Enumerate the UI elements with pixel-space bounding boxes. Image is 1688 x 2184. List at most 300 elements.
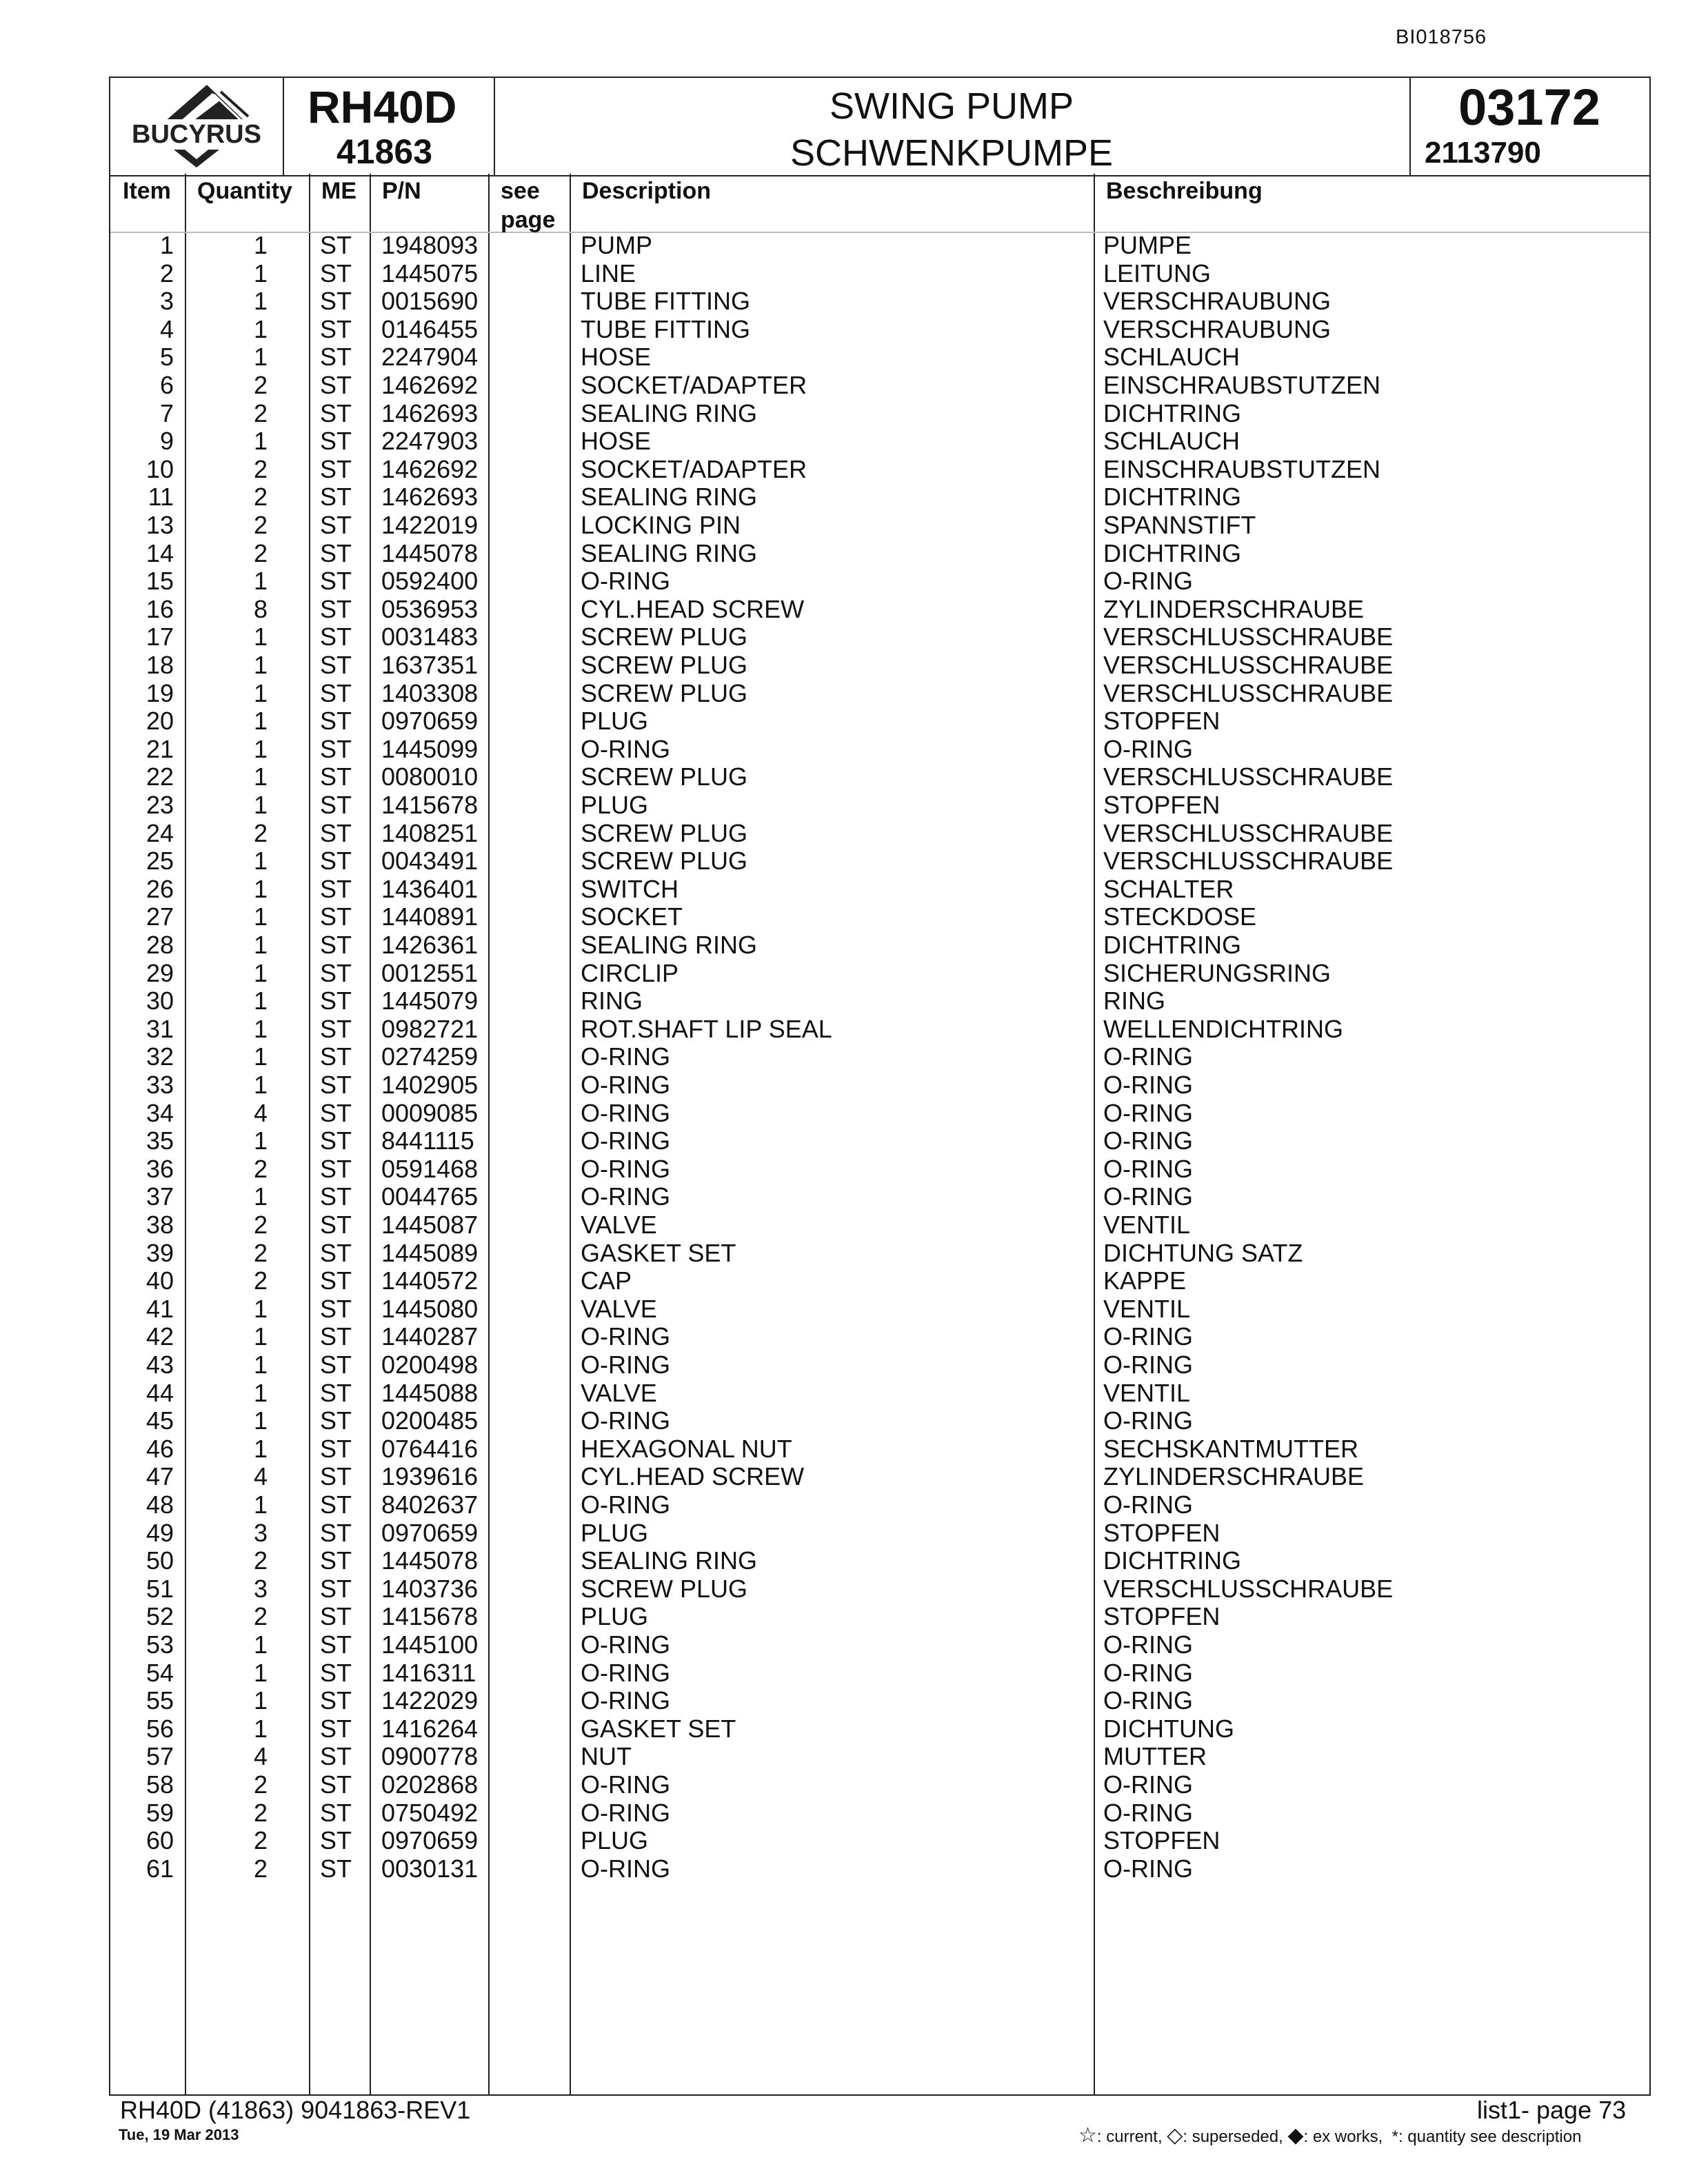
row-quantity: 2 <box>253 1602 268 1631</box>
row-part-number: 1408251 <box>381 818 479 847</box>
row-beschreibung: VERSCHLUSSCHRAUBE <box>1103 847 1394 876</box>
row-beschreibung: STECKDOSE <box>1103 902 1257 931</box>
row-description: CAP <box>581 1266 632 1295</box>
row-beschreibung: SCHALTER <box>1103 874 1234 903</box>
row-description: O-RING <box>581 1406 670 1435</box>
row-description: PLUG <box>581 1518 649 1547</box>
row-unit: ST <box>320 1266 352 1295</box>
row-unit: ST <box>320 1490 352 1519</box>
row-unit: ST <box>320 1462 352 1491</box>
row-beschreibung: O-RING <box>1103 1154 1193 1183</box>
row-unit: ST <box>320 1546 352 1575</box>
row-part-number: 0200485 <box>381 1406 479 1435</box>
row-quantity: 2 <box>253 371 268 399</box>
row-beschreibung: VENTIL <box>1103 1378 1191 1407</box>
row-quantity: 2 <box>253 398 268 427</box>
row-beschreibung: O-RING <box>1103 567 1193 596</box>
row-unit: ST <box>320 1658 352 1687</box>
row-part-number: 0591468 <box>381 1154 479 1183</box>
row-part-number: 1445078 <box>381 1546 479 1575</box>
row-unit: ST <box>320 1322 352 1351</box>
row-part-number: 1403736 <box>381 1574 479 1603</box>
row-description: O-RING <box>581 1042 670 1071</box>
row-description: TUBE FITTING <box>581 287 750 316</box>
table-row <box>110 456 1649 484</box>
row-unit: ST <box>320 818 352 847</box>
row-item: 7 <box>159 398 174 427</box>
row-beschreibung: VERSCHLUSSCHRAUBE <box>1103 623 1394 651</box>
row-quantity: 2 <box>253 538 268 567</box>
row-part-number: 0970659 <box>381 1826 479 1855</box>
row-item: 33 <box>145 1071 174 1099</box>
row-quantity: 2 <box>253 1238 268 1267</box>
row-item: 1 <box>159 231 174 259</box>
row-part-number: 0970659 <box>381 707 479 736</box>
row-beschreibung: O-RING <box>1103 1351 1193 1379</box>
table-row <box>110 1127 1649 1155</box>
row-item: 9 <box>159 427 174 456</box>
row-quantity: 1 <box>253 623 268 651</box>
row-unit: ST <box>320 1714 352 1743</box>
row-item: 29 <box>145 958 174 987</box>
row-quantity: 1 <box>253 1378 268 1407</box>
row-description: O-RING <box>581 1658 670 1687</box>
row-beschreibung: KAPPE <box>1103 1266 1187 1295</box>
title-english: SWING PUMP <box>829 85 1074 127</box>
row-unit: ST <box>320 734 352 763</box>
row-description: PLUG <box>581 1826 649 1855</box>
row-item: 56 <box>145 1714 174 1743</box>
row-description: TUBE FITTING <box>581 314 750 343</box>
row-beschreibung: O-RING <box>1103 1630 1193 1659</box>
row-item: 57 <box>145 1742 174 1771</box>
row-unit: ST <box>320 1630 352 1659</box>
table-row <box>110 260 1649 288</box>
table-row <box>110 483 1649 512</box>
row-quantity: 3 <box>253 1574 268 1603</box>
svg-text:BUCYRUS: BUCYRUS <box>132 120 261 149</box>
row-beschreibung: STOPFEN <box>1103 1826 1220 1855</box>
row-beschreibung: DICHTRING <box>1103 398 1241 427</box>
row-part-number: 0012551 <box>381 958 479 987</box>
row-beschreibung: O-RING <box>1103 1182 1193 1211</box>
row-description: SCREW PLUG <box>581 623 748 651</box>
row-item: 46 <box>145 1434 174 1463</box>
row-item: 37 <box>145 1182 174 1211</box>
table-row <box>110 1240 1649 1268</box>
row-description: O-RING <box>581 1322 670 1351</box>
table-row <box>110 1379 1649 1408</box>
row-beschreibung: O-RING <box>1103 1686 1193 1715</box>
row-unit: ST <box>320 398 352 427</box>
row-unit: ST <box>320 483 352 512</box>
row-unit: ST <box>320 1294 352 1323</box>
table-row <box>110 540 1649 568</box>
table-row <box>110 931 1649 960</box>
table-row <box>110 1547 1649 1575</box>
row-beschreibung: DICHTRING <box>1103 931 1241 959</box>
row-item: 45 <box>145 1406 174 1435</box>
row-part-number: 0146455 <box>381 314 479 343</box>
row-description: CYL.HEAD SCREW <box>581 1462 805 1491</box>
table-row <box>110 1435 1649 1464</box>
row-quantity: 1 <box>253 567 268 596</box>
row-unit: ST <box>320 594 352 623</box>
row-description: O-RING <box>581 1351 670 1379</box>
row-unit: ST <box>320 1742 352 1771</box>
row-item: 20 <box>145 707 174 736</box>
column-header-quantity: Quantity <box>197 178 292 204</box>
row-part-number: 2247904 <box>381 343 479 372</box>
row-description: PUMP <box>581 231 653 259</box>
row-quantity: 4 <box>253 1742 268 1771</box>
column-header-me: ME <box>321 178 356 204</box>
row-unit: ST <box>320 791 352 819</box>
row-quantity: 2 <box>253 454 268 483</box>
row-unit: ST <box>320 1126 352 1155</box>
row-part-number: 0982721 <box>381 1014 479 1043</box>
row-item: 11 <box>148 483 174 512</box>
row-item: 54 <box>145 1658 174 1687</box>
table-row <box>110 1603 1649 1631</box>
row-description: SCREW PLUG <box>581 651 748 679</box>
row-beschreibung: SPANNSTIFT <box>1103 511 1256 539</box>
row-beschreibung: DICHTUNG <box>1103 1714 1234 1743</box>
row-beschreibung: O-RING <box>1103 1770 1193 1799</box>
row-part-number: 0764416 <box>381 1434 479 1463</box>
row-unit: ST <box>320 314 352 343</box>
row-beschreibung: ZYLINDERSCHRAUBE <box>1103 1462 1365 1491</box>
brand-logo <box>110 78 283 175</box>
row-quantity: 1 <box>253 931 268 959</box>
row-unit: ST <box>320 1211 352 1239</box>
table-row <box>110 960 1649 988</box>
row-beschreibung: O-RING <box>1103 1098 1193 1127</box>
row-part-number: 1445078 <box>381 538 479 567</box>
row-beschreibung: EINSCHRAUBSTUTZEN <box>1103 371 1381 399</box>
row-description: O-RING <box>581 1630 670 1659</box>
table-row <box>110 763 1649 791</box>
row-description: SCREW PLUG <box>581 678 748 707</box>
row-item: 53 <box>145 1630 174 1659</box>
column-header-beschreibung: Beschreibung <box>1106 178 1263 204</box>
row-description: VALVE <box>581 1294 657 1323</box>
row-part-number: 0009085 <box>381 1098 479 1127</box>
row-description: CIRCLIP <box>581 958 679 987</box>
row-unit: ST <box>320 1434 352 1463</box>
row-item: 40 <box>145 1266 174 1295</box>
row-quantity: 1 <box>253 987 268 1015</box>
table-row <box>110 1519 1649 1548</box>
row-unit: ST <box>320 1351 352 1379</box>
row-unit: ST <box>320 343 352 372</box>
row-quantity: 1 <box>253 1126 268 1155</box>
row-unit: ST <box>320 454 352 483</box>
row-beschreibung: VERSCHRAUBUNG <box>1103 314 1332 343</box>
row-beschreibung: DICHTRING <box>1103 1546 1241 1575</box>
row-quantity: 2 <box>253 511 268 539</box>
row-description: SCREW PLUG <box>581 1574 748 1603</box>
table-row <box>110 343 1649 372</box>
parts-table <box>109 174 1651 2096</box>
row-quantity: 1 <box>253 791 268 819</box>
table-row <box>110 400 1649 428</box>
row-beschreibung: VERSCHRAUBUNG <box>1103 287 1332 316</box>
row-quantity: 1 <box>253 1714 268 1743</box>
row-quantity: 1 <box>253 1434 268 1463</box>
row-unit: ST <box>320 651 352 679</box>
row-part-number: 1445075 <box>381 259 479 287</box>
row-description: SEALING RING <box>581 538 758 567</box>
row-beschreibung: O-RING <box>1103 1798 1193 1827</box>
row-description: SEALING RING <box>581 1546 758 1575</box>
row-description: CYL.HEAD SCREW <box>581 594 805 623</box>
row-item: 27 <box>145 902 174 931</box>
table-row <box>110 987 1649 1015</box>
row-quantity: 2 <box>253 1154 268 1183</box>
document-id: BI018756 <box>1396 26 1487 48</box>
row-unit: ST <box>320 1182 352 1211</box>
row-beschreibung: O-RING <box>1103 1490 1193 1519</box>
row-quantity: 2 <box>253 1266 268 1295</box>
row-beschreibung: LEITUNG <box>1103 259 1212 287</box>
row-item: 61 <box>145 1854 174 1883</box>
row-part-number: 1462693 <box>381 398 479 427</box>
row-unit: ST <box>320 259 352 287</box>
row-quantity: 1 <box>253 707 268 736</box>
row-description: O-RING <box>581 1154 670 1183</box>
serial-number: 41863 <box>336 132 433 171</box>
row-quantity: 8 <box>253 594 268 623</box>
row-unit: ST <box>320 1798 352 1827</box>
table-row <box>110 903 1649 931</box>
row-part-number: 1637351 <box>381 651 479 679</box>
row-beschreibung: PUMPE <box>1103 231 1192 259</box>
footer-document-reference: RH40D (41863) 9041863-REV1 <box>120 2096 471 2124</box>
row-beschreibung: MUTTER <box>1103 1742 1207 1771</box>
row-part-number: 1436401 <box>381 874 479 903</box>
footer-page-label: list1- page 73 <box>1477 2096 1627 2124</box>
row-beschreibung: STOPFEN <box>1103 791 1220 819</box>
row-item: 16 <box>145 594 174 623</box>
row-quantity: 4 <box>253 1098 268 1127</box>
row-part-number: 1445099 <box>381 734 479 763</box>
row-part-number: 2247903 <box>381 427 479 456</box>
row-item: 10 <box>145 454 174 483</box>
row-unit: ST <box>320 678 352 707</box>
row-item: 32 <box>145 1042 174 1071</box>
row-beschreibung: DICHTUNG SATZ <box>1103 1238 1303 1267</box>
row-unit: ST <box>320 987 352 1015</box>
row-description: SEALING RING <box>581 398 758 427</box>
row-description: SCREW PLUG <box>581 818 748 847</box>
row-unit: ST <box>320 1378 352 1407</box>
row-beschreibung: STOPFEN <box>1103 707 1220 736</box>
row-item: 50 <box>145 1546 174 1575</box>
row-part-number: 0750492 <box>381 1798 479 1827</box>
table-row <box>110 1267 1649 1295</box>
row-unit: ST <box>320 1826 352 1855</box>
row-part-number: 0080010 <box>381 762 479 791</box>
row-item: 59 <box>145 1798 174 1827</box>
row-item: 44 <box>145 1378 174 1407</box>
row-item: 21 <box>145 734 174 763</box>
footer-legend: ☆: current, ◇: superseded, ◆: ex works, *: quantity see description <box>1078 2124 1582 2147</box>
column-header-see-page: see page <box>501 178 556 233</box>
row-beschreibung: O-RING <box>1103 1126 1193 1155</box>
row-item: 23 <box>145 791 174 819</box>
row-unit: ST <box>320 231 352 259</box>
row-part-number: 0200498 <box>381 1351 479 1379</box>
row-unit: ST <box>320 623 352 651</box>
row-part-number: 0970659 <box>381 1518 479 1547</box>
table-row <box>110 623 1649 651</box>
row-item: 15 <box>145 567 174 596</box>
table-row <box>110 707 1649 736</box>
row-part-number: 1445100 <box>381 1630 479 1659</box>
row-beschreibung: VENTIL <box>1103 1211 1191 1239</box>
row-item: 3 <box>159 287 174 316</box>
row-beschreibung: RING <box>1103 987 1165 1015</box>
row-unit: ST <box>320 1518 352 1547</box>
row-description: O-RING <box>581 1098 670 1127</box>
row-quantity: 1 <box>253 427 268 456</box>
row-item: 51 <box>145 1574 174 1603</box>
row-beschreibung: ZYLINDERSCHRAUBE <box>1103 594 1365 623</box>
row-quantity: 1 <box>253 847 268 876</box>
row-quantity: 2 <box>253 1826 268 1855</box>
row-unit: ST <box>320 874 352 903</box>
footer-date: Tue, 19 Mar 2013 <box>119 2126 239 2143</box>
row-part-number: 1445079 <box>381 987 479 1015</box>
row-item: 5 <box>159 343 174 372</box>
row-beschreibung: O-RING <box>1103 1322 1193 1351</box>
row-description: O-RING <box>581 1182 670 1211</box>
row-part-number: 1445088 <box>381 1378 479 1407</box>
table-row <box>110 1183 1649 1211</box>
row-quantity: 1 <box>253 762 268 791</box>
row-unit: ST <box>320 1574 352 1603</box>
column-header-pn: P/N <box>382 178 421 204</box>
row-unit: ST <box>320 1686 352 1715</box>
part-number: 2113790 <box>1425 136 1541 170</box>
row-beschreibung: O-RING <box>1103 1042 1193 1071</box>
table-row <box>110 876 1649 904</box>
row-beschreibung: EINSCHRAUBSTUTZEN <box>1103 454 1381 483</box>
row-item: 49 <box>145 1518 174 1547</box>
row-description: HOSE <box>581 343 652 372</box>
row-part-number: 8441115 <box>381 1126 474 1155</box>
row-quantity: 1 <box>253 1686 268 1715</box>
row-beschreibung: O-RING <box>1103 1658 1193 1687</box>
row-part-number: 0043491 <box>381 847 479 876</box>
model-title: RH40D <box>308 81 457 132</box>
row-beschreibung: O-RING <box>1103 1854 1193 1883</box>
row-item: 47 <box>145 1462 174 1491</box>
row-part-number: 1440287 <box>381 1322 479 1351</box>
row-beschreibung: SCHLAUCH <box>1103 427 1240 456</box>
row-quantity: 1 <box>253 1490 268 1519</box>
row-beschreibung: SECHSKANTMUTTER <box>1103 1434 1359 1463</box>
row-unit: ST <box>320 1098 352 1127</box>
row-description: ROT.SHAFT LIP SEAL <box>581 1014 832 1043</box>
row-description: O-RING <box>581 1686 670 1715</box>
row-beschreibung: VENTIL <box>1103 1294 1191 1323</box>
table-row <box>110 651 1649 680</box>
row-item: 14 <box>145 538 174 567</box>
row-unit: ST <box>320 847 352 876</box>
row-item: 41 <box>145 1294 174 1323</box>
row-description: O-RING <box>581 1770 670 1799</box>
row-quantity: 1 <box>253 343 268 372</box>
page-code: 03172 <box>1458 79 1600 136</box>
row-quantity: 1 <box>253 231 268 259</box>
row-item: 48 <box>145 1490 174 1519</box>
row-description: SWITCH <box>581 874 679 903</box>
row-beschreibung: VERSCHLUSSCHRAUBE <box>1103 678 1394 707</box>
row-unit: ST <box>320 538 352 567</box>
row-quantity: 3 <box>253 1518 268 1547</box>
row-quantity: 1 <box>253 1071 268 1099</box>
row-quantity: 1 <box>253 259 268 287</box>
row-quantity: 1 <box>253 651 268 679</box>
table-row <box>110 567 1649 596</box>
table-row <box>110 1043 1649 1071</box>
row-description: HOSE <box>581 427 652 456</box>
row-description: SOCKET/ADAPTER <box>581 454 807 483</box>
row-description: O-RING <box>581 1854 670 1883</box>
row-part-number: 1445089 <box>381 1238 479 1267</box>
row-description: SEALING RING <box>581 931 758 959</box>
row-part-number: 1939616 <box>381 1462 479 1491</box>
table-row <box>110 372 1649 400</box>
row-description: VALVE <box>581 1211 657 1239</box>
row-quantity: 2 <box>253 1798 268 1827</box>
row-quantity: 1 <box>253 1182 268 1211</box>
table-row <box>110 1799 1649 1828</box>
row-part-number: 1416311 <box>381 1658 476 1687</box>
row-item: 38 <box>145 1211 174 1239</box>
row-part-number: 1422029 <box>381 1686 479 1715</box>
row-description: VALVE <box>581 1378 657 1407</box>
row-item: 22 <box>145 762 174 791</box>
row-quantity: 1 <box>253 1322 268 1351</box>
row-item: 2 <box>159 259 174 287</box>
row-unit: ST <box>320 567 352 596</box>
row-part-number: 0592400 <box>381 567 479 596</box>
row-part-number: 0900778 <box>381 1742 479 1771</box>
row-item: 55 <box>145 1686 174 1715</box>
row-unit: ST <box>320 902 352 931</box>
row-part-number: 1440572 <box>381 1266 479 1295</box>
row-description: PLUG <box>581 707 649 736</box>
row-unit: ST <box>320 931 352 959</box>
row-item: 52 <box>145 1602 174 1631</box>
row-unit: ST <box>320 371 352 399</box>
row-quantity: 4 <box>253 1462 268 1491</box>
table-row <box>110 1071 1649 1100</box>
table-row <box>110 1575 1649 1604</box>
row-description: PLUG <box>581 1602 649 1631</box>
table-row <box>110 512 1649 540</box>
row-item: 39 <box>145 1238 174 1267</box>
table-row <box>110 427 1649 456</box>
row-description: LOCKING PIN <box>581 511 741 539</box>
row-unit: ST <box>320 1602 352 1631</box>
table-row <box>110 1827 1649 1855</box>
row-unit: ST <box>320 287 352 316</box>
table-row <box>110 1407 1649 1435</box>
